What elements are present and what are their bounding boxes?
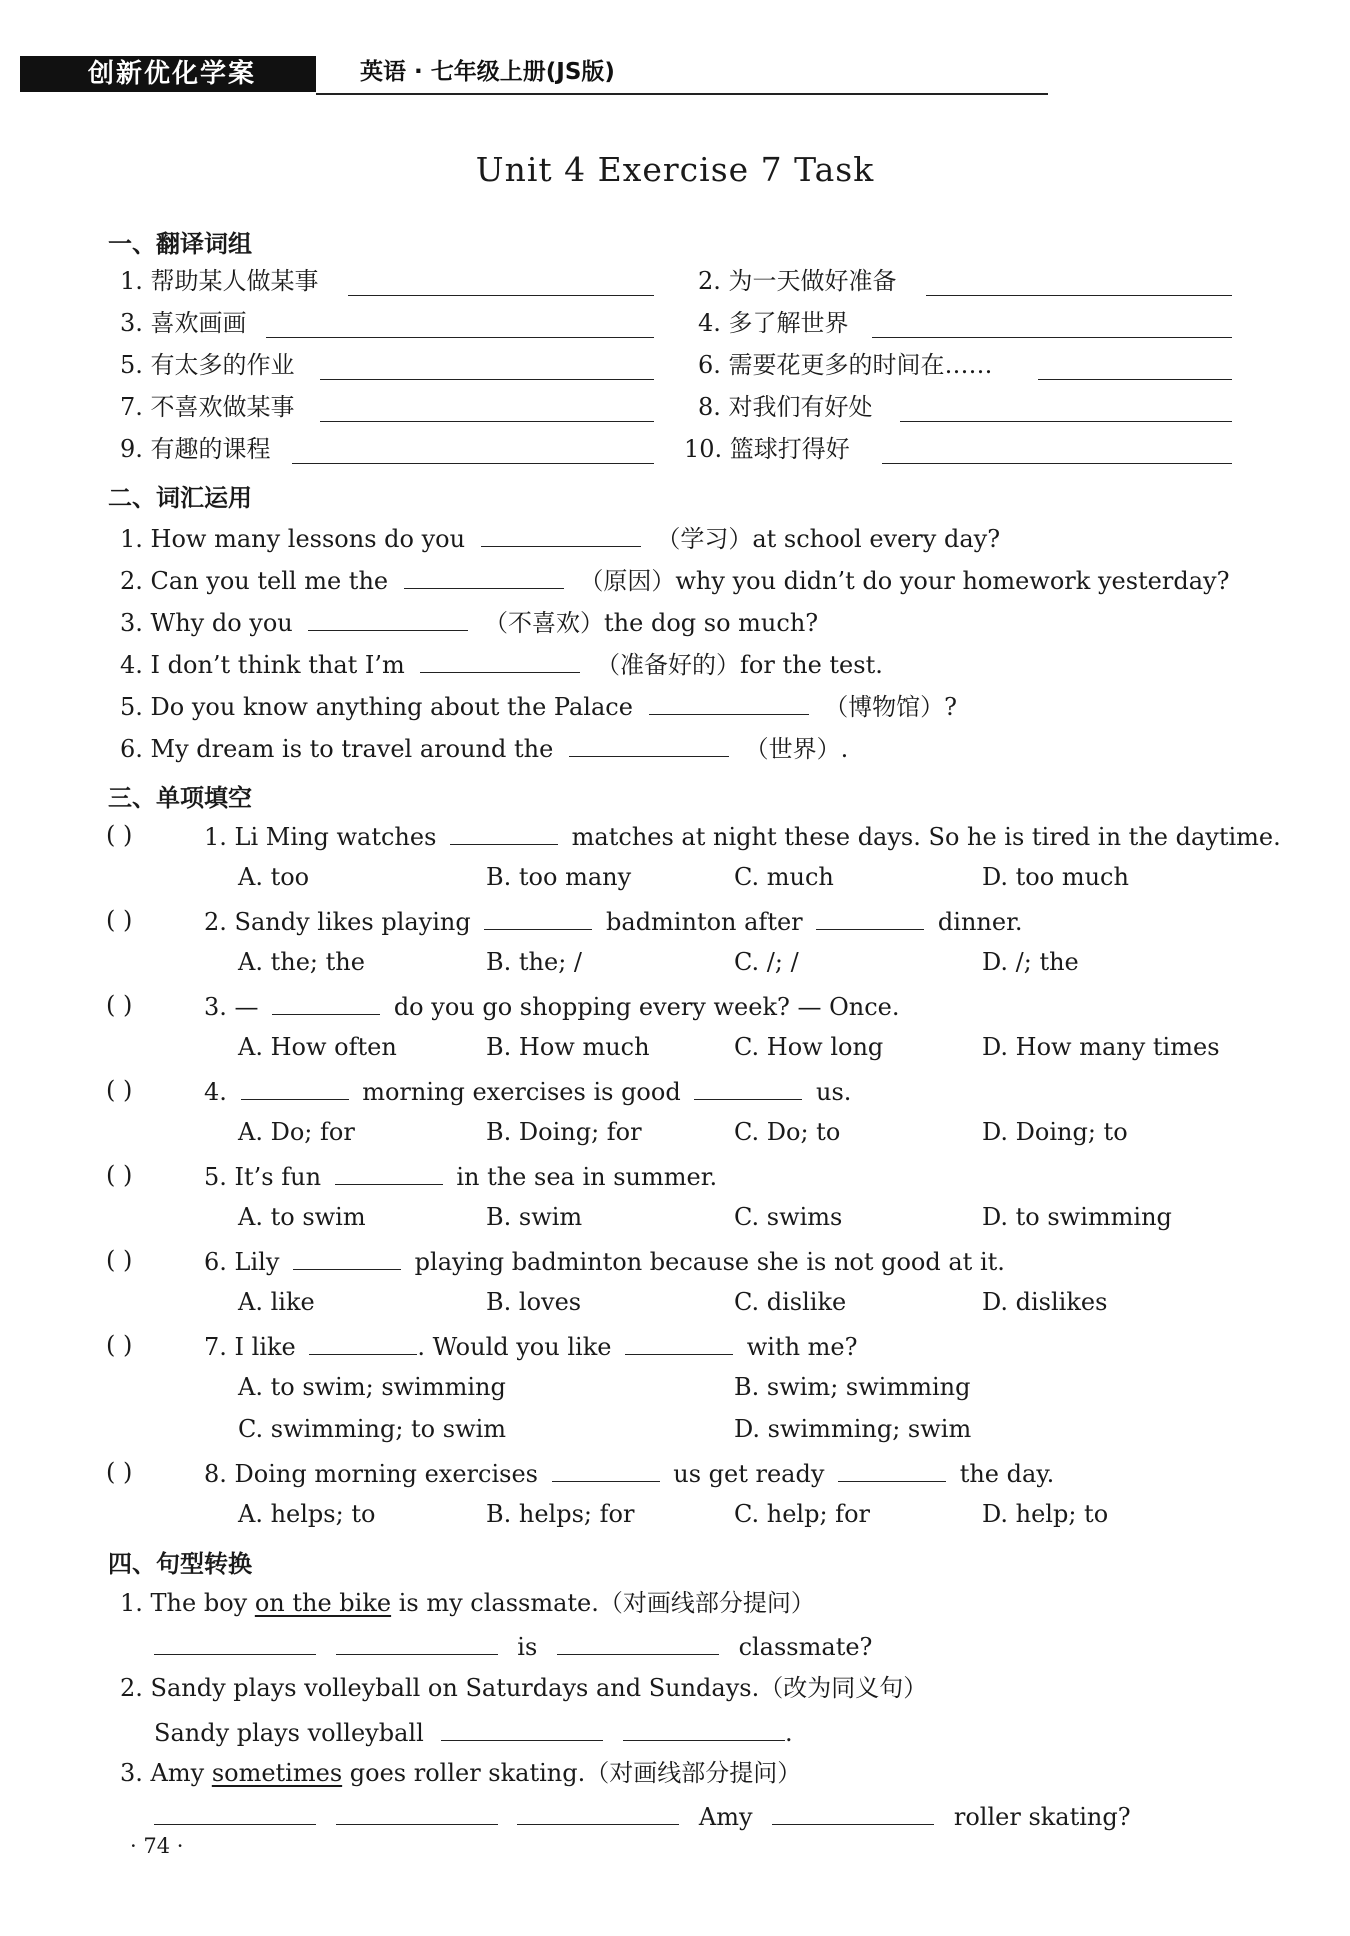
answer-blank[interactable] [335,1160,443,1185]
answer-paren[interactable]: ( ) [106,1246,133,1274]
answer-blank[interactable] [404,564,564,589]
translate-item: 4. 多了解世界 [698,309,849,337]
answer-blank[interactable] [336,1800,498,1825]
option[interactable]: D. swimming; swim [734,1415,972,1443]
option[interactable]: B. How much [486,1033,650,1061]
answer-blank[interactable] [552,1457,660,1482]
option[interactable]: A. like [238,1288,315,1316]
answer-blank[interactable] [625,1330,733,1355]
option[interactable]: B. too many [486,863,632,891]
answer-blank[interactable] [882,463,1232,464]
answer-blank[interactable] [292,463,654,464]
option[interactable]: B. Doing; for [486,1118,642,1146]
answer-blank[interactable] [900,421,1232,422]
mc-question: 2. Sandy likes playing badminton after dinner. [204,905,1023,937]
answer-blank[interactable] [557,1630,719,1655]
answer-blank[interactable] [320,379,654,380]
option[interactable]: C. swims [734,1203,843,1231]
answer-blank[interactable] [420,648,580,673]
option[interactable]: D. too much [982,863,1129,891]
answer-blank[interactable] [309,1330,417,1355]
option[interactable]: D. How many times [982,1033,1220,1061]
answer-blank[interactable] [623,1716,785,1741]
transform-answer: Sandy plays volleyball . [154,1716,793,1748]
option[interactable]: B. swim; swimming [734,1373,971,1401]
mc-question: 8. Doing morning exercises us get ready the day. [204,1457,1054,1489]
translate-item: 3. 喜欢画画 [120,309,247,337]
translate-item: 1. 帮助某人做某事 [120,267,319,295]
option[interactable]: A. to swim; swimming [238,1373,506,1401]
answer-blank[interactable] [1038,379,1232,380]
vocab-item: 3. Why do you （不喜欢）the dog so much? [120,606,818,638]
transform-answer: is classmate? [154,1630,872,1662]
answer-blank[interactable] [348,295,654,296]
mc-question: 7. I like . Would you like with me? [204,1330,858,1362]
answer-blank[interactable] [484,905,592,930]
transform-answer: Amy roller skating? [154,1800,1131,1832]
answer-paren[interactable]: ( ) [106,821,133,849]
answer-blank[interactable] [872,337,1232,338]
mc-question: 5. It’s fun in the sea in summer. [204,1160,717,1192]
header-divider [316,93,1048,95]
option[interactable]: C. Do; to [734,1118,841,1146]
mc-question: 1. Li Ming watches matches at night these days. So he is tired in the daytime. [204,820,1281,852]
option[interactable]: C. How long [734,1033,884,1061]
option[interactable]: C. swimming; to swim [238,1415,507,1443]
underlined-phrase: on the bike [254,1589,392,1617]
mc-question: 4. morning exercises is good us. [204,1075,851,1107]
answer-blank[interactable] [154,1630,316,1655]
vocab-item: 6. My dream is to travel around the （世界）. [120,732,848,764]
option[interactable]: A. too [238,863,310,891]
answer-blank[interactable] [154,1800,316,1825]
brand-logo-text: 创新优化学案 [88,59,257,89]
option[interactable]: B. helps; for [486,1500,635,1528]
book-title: 英语 · 七年级上册(JS版) [360,59,615,85]
answer-blank[interactable] [266,337,654,338]
answer-blank[interactable] [320,421,654,422]
answer-blank[interactable] [517,1800,679,1825]
answer-blank[interactable] [308,606,468,631]
option[interactable]: A. helps; to [238,1500,376,1528]
page-number: · 74 · [130,1834,184,1858]
option[interactable]: C. much [734,863,834,891]
option[interactable]: C. /; / [734,948,799,976]
mc-question: 6. Lily playing badminton because she is not good at it. [204,1245,1005,1277]
option[interactable]: B. loves [486,1288,582,1316]
answer-blank[interactable] [450,820,558,845]
answer-paren[interactable]: ( ) [106,906,133,934]
translate-item: 7. 不喜欢做某事 [120,393,295,421]
vocab-item: 1. How many lessons do you （学习）at school every day? [120,522,1000,554]
vocab-item: 5. Do you know anything about the Palace （博物馆）? [120,690,957,722]
mc-question: 3. — do you go shopping every week? — Once. [204,990,900,1022]
answer-blank[interactable] [293,1245,401,1270]
answer-blank[interactable] [336,1630,498,1655]
option[interactable]: A. How often [238,1033,397,1061]
option[interactable]: D. to swimming [982,1203,1172,1231]
section-heading-transform: 四、句型转换 [108,1550,252,1578]
section-heading-mc: 三、单项填空 [108,784,252,812]
answer-blank[interactable] [481,522,641,547]
section-heading-translate: 一、翻译词组 [108,230,252,258]
translate-item: 9. 有趣的课程 [120,435,271,463]
answer-blank[interactable] [816,905,924,930]
section-heading-vocab: 二、词汇运用 [108,484,252,512]
answer-blank[interactable] [772,1800,934,1825]
transform-question: 1. The boy on the bike is my classmate.（对画线部分提问） [120,1589,815,1617]
answer-blank[interactable] [838,1457,946,1482]
answer-paren[interactable]: ( ) [106,991,133,1019]
translate-item: 10. 篮球打得好 [684,435,850,463]
option[interactable]: B. swim [486,1203,583,1231]
vocab-item: 2. Can you tell me the （原因）why you didn’t do your homework yesterday? [120,564,1229,596]
translate-item: 6. 需要花更多的时间在…… [698,351,993,379]
answer-blank[interactable] [649,690,809,715]
option[interactable]: D. help; to [982,1500,1109,1528]
answer-blank[interactable] [926,295,1232,296]
underlined-phrase: sometimes [211,1759,343,1787]
answer-blank[interactable] [272,990,380,1015]
vocab-item: 4. I don’t think that I’m （准备好的）for the test. [120,648,883,680]
option[interactable]: A. Do; for [238,1118,355,1146]
answer-blank[interactable] [569,732,729,757]
answer-paren[interactable]: ( ) [106,1161,133,1189]
answer-blank[interactable] [241,1075,349,1100]
option[interactable]: D. Doing; to [982,1118,1128,1146]
option[interactable]: A. the; the [238,948,365,976]
option[interactable]: B. the; / [486,948,582,976]
transform-question: 3. Amy sometimes goes roller skating.（对画线部分提问） [120,1759,802,1787]
answer-paren[interactable]: ( ) [106,1458,133,1486]
option[interactable]: C. help; for [734,1500,870,1528]
answer-paren[interactable]: ( ) [106,1076,133,1104]
answer-paren[interactable]: ( ) [106,1331,133,1359]
page-title: Unit 4 Exercise 7 Task [475,150,875,189]
transform-question: 2. Sandy plays volleyball on Saturdays and Sundays.（改为同义句） [120,1674,928,1702]
option[interactable]: A. to swim [238,1203,366,1231]
option[interactable]: D. dislikes [982,1288,1108,1316]
answer-blank[interactable] [441,1716,603,1741]
option[interactable]: C. dislike [734,1288,847,1316]
translate-item: 5. 有太多的作业 [120,351,295,379]
translate-item: 2. 为一天做好准备 [698,267,897,295]
option[interactable]: D. /; the [982,948,1079,976]
translate-item: 8. 对我们有好处 [698,393,873,421]
answer-blank[interactable] [694,1075,802,1100]
